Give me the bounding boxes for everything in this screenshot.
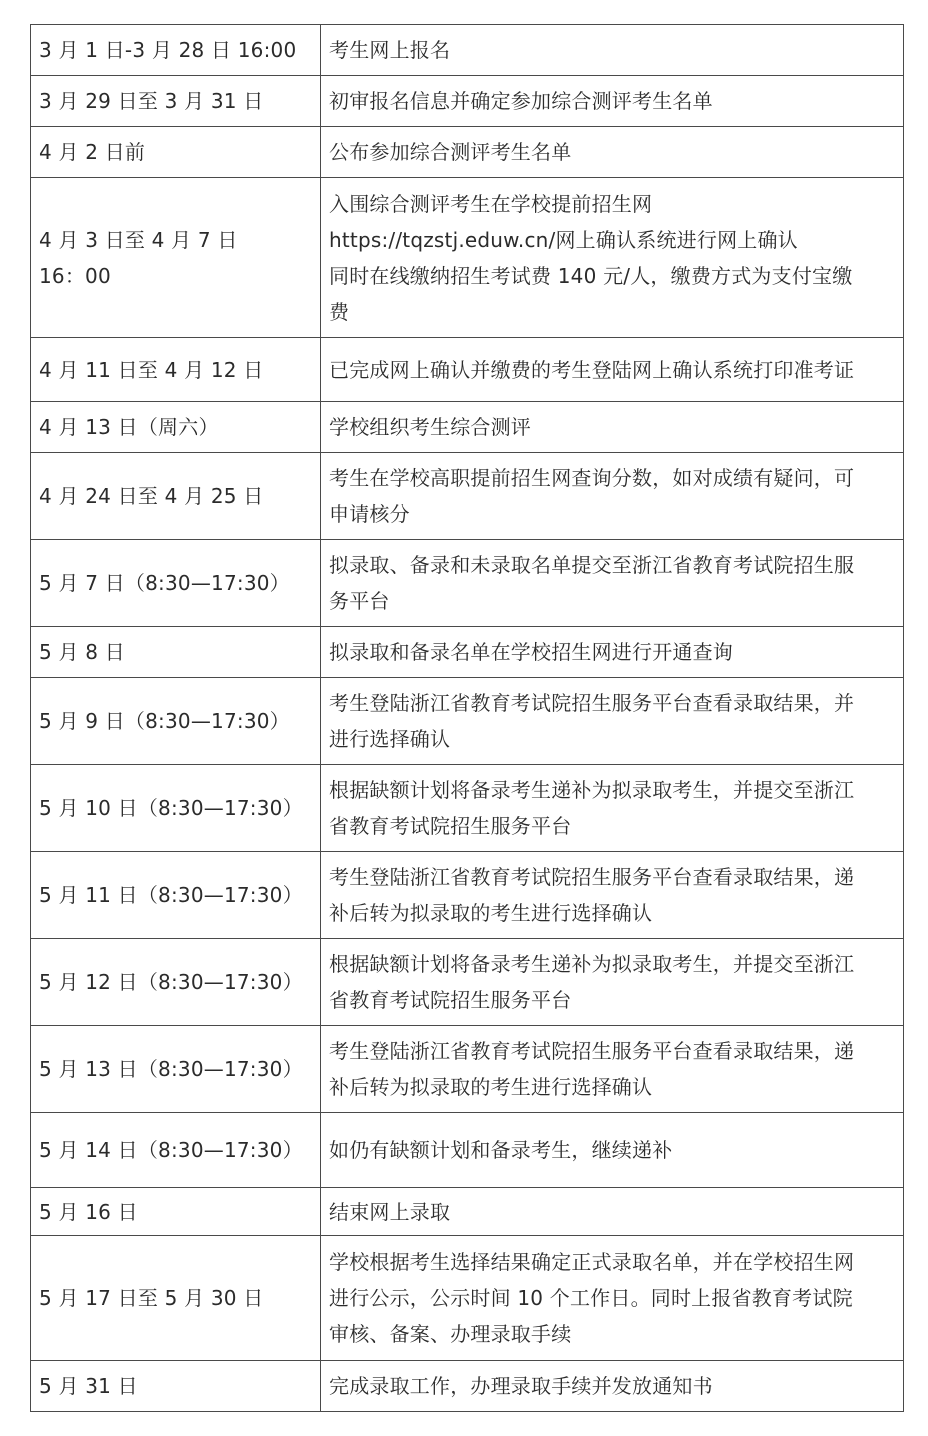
table-row [31, 1113, 904, 1188]
table-row [31, 338, 904, 402]
table-row [31, 402, 904, 453]
schedule-table [30, 24, 904, 1412]
table-row [31, 453, 904, 540]
date-cell: 5 月 31 日 [31, 1361, 321, 1412]
table-row [31, 540, 904, 627]
table-row [31, 627, 904, 678]
date-cell: 5 月 8 日 [31, 627, 321, 678]
event-cell: 学校组织考生综合测评 [321, 402, 904, 453]
event-cell: 初审报名信息并确定参加综合测评考生名单 [321, 76, 904, 127]
date-cell: 5 月 12 日（8:30—17:30） [31, 939, 321, 1026]
date-cell: 5 月 16 日 [31, 1188, 321, 1236]
event-cell: 考生在学校高职提前招生网查询分数，如对成绩有疑问，可 申请核分 [321, 453, 904, 540]
date-cell: 5 月 13 日（8:30—17:30） [31, 1026, 321, 1113]
table-row [31, 178, 904, 338]
event-cell: 考生网上报名 [321, 25, 904, 76]
event-cell: 考生登陆浙江省教育考试院招生服务平台查看录取结果，递 补后转为拟录取的考生进行选择确认 [321, 1026, 904, 1113]
event-cell: 根据缺额计划将备录考生递补为拟录取考生，并提交至浙江 省教育考试院招生服务平台 [321, 765, 904, 852]
table-row [31, 127, 904, 178]
date-cell: 5 月 7 日（8:30—17:30） [31, 540, 321, 627]
table-row [31, 939, 904, 1026]
table-row [31, 1361, 904, 1412]
table-row [31, 1026, 904, 1113]
table-row [31, 852, 904, 939]
date-cell: 3 月 1 日-3 月 28 日 16:00 [31, 25, 321, 76]
date-cell: 5 月 11 日（8:30—17:30） [31, 852, 321, 939]
date-cell: 3 月 29 日至 3 月 31 日 [31, 76, 321, 127]
event-cell: 已完成网上确认并缴费的考生登陆网上确认系统打印准考证 [321, 338, 904, 402]
event-cell: 公布参加综合测评考生名单 [321, 127, 904, 178]
date-cell: 4 月 13 日（周六） [31, 402, 321, 453]
date-cell: 5 月 9 日（8:30—17:30） [31, 678, 321, 765]
table-row [31, 25, 904, 76]
date-cell: 5 月 14 日（8:30—17:30） [31, 1113, 321, 1188]
table-row [31, 1236, 904, 1361]
event-cell: 拟录取、备录和未录取名单提交至浙江省教育考试院招生服 务平台 [321, 540, 904, 627]
event-cell: 完成录取工作，办理录取手续并发放通知书 [321, 1361, 904, 1412]
date-cell: 5 月 10 日（8:30—17:30） [31, 765, 321, 852]
event-cell: 结束网上录取 [321, 1188, 904, 1236]
table-row [31, 765, 904, 852]
event-cell: 考生登陆浙江省教育考试院招生服务平台查看录取结果，并 进行选择确认 [321, 678, 904, 765]
date-cell: 4 月 3 日至 4 月 7 日 16：00 [31, 178, 321, 338]
event-cell: 考生登陆浙江省教育考试院招生服务平台查看录取结果，递 补后转为拟录取的考生进行选择确认 [321, 852, 904, 939]
event-cell: 根据缺额计划将备录考生递补为拟录取考生，并提交至浙江 省教育考试院招生服务平台 [321, 939, 904, 1026]
event-cell: 学校根据考生选择结果确定正式录取名单，并在学校招生网 进行公示，公示时间 10 个工作日。同时上报省教育考试院 审核、备案、办理录取手续 [321, 1236, 904, 1361]
date-cell: 4 月 2 日前 [31, 127, 321, 178]
table-row [31, 1188, 904, 1236]
event-cell: 入围综合测评考生在学校提前招生网 https://tqzstj.eduw.cn/网上确认系统进行网上确认 同时在线缴纳招生考试费 140 元/人，缴费方式为支付宝缴 费 [321, 178, 904, 338]
date-cell: 4 月 11 日至 4 月 12 日 [31, 338, 321, 402]
date-cell: 4 月 24 日至 4 月 25 日 [31, 453, 321, 540]
table-row [31, 678, 904, 765]
date-cell: 5 月 17 日至 5 月 30 日 [31, 1236, 321, 1361]
event-cell: 如仍有缺额计划和备录考生，继续递补 [321, 1113, 904, 1188]
table-row [31, 76, 904, 127]
event-cell: 拟录取和备录名单在学校招生网进行开通查询 [321, 627, 904, 678]
